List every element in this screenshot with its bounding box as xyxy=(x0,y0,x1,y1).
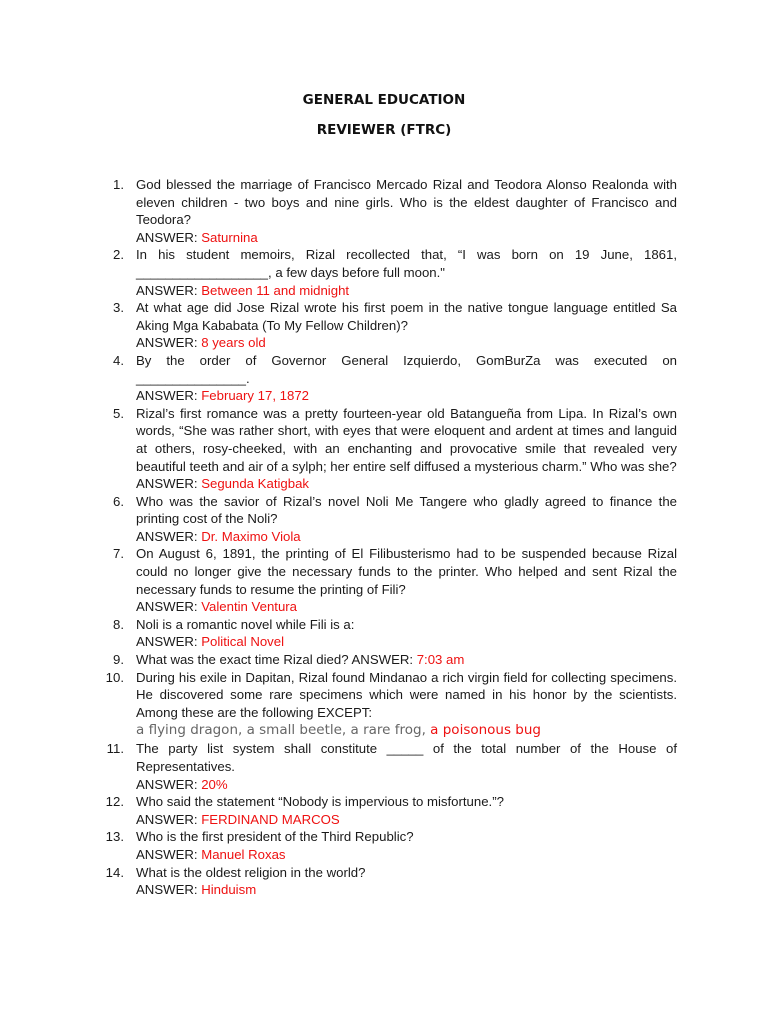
answer-line xyxy=(136,776,677,794)
answer-label: ANSWER: xyxy=(136,776,198,792)
question-text: In his student memoirs, Rizal recollected that, “I was born on 19 June, 1861, __________________, a few days before full moon." xyxy=(136,247,677,280)
answer-label: ANSWER: xyxy=(136,476,198,492)
question-number: 2. xyxy=(113,247,124,263)
question-item xyxy=(100,669,677,741)
answer-line xyxy=(136,881,677,899)
answer-line xyxy=(136,846,677,864)
question-number: 3. xyxy=(113,300,124,316)
answer-line xyxy=(136,229,677,247)
question-text: What is the oldest religion in the world? xyxy=(136,864,366,880)
answer-line xyxy=(136,811,677,829)
question-item xyxy=(100,740,677,793)
answer-line xyxy=(136,528,677,546)
question-list xyxy=(100,176,677,899)
question-text: The party list system shall constitute _____ of the total number of the House of Representatives. xyxy=(136,741,677,774)
answer-text: Segunda Katigbak xyxy=(201,476,310,492)
answer-label: ANSWER: xyxy=(136,335,198,351)
question-item xyxy=(100,616,677,651)
question-number: 4. xyxy=(113,352,124,368)
answer-label: ANSWER: xyxy=(136,229,198,245)
question-text: During his exile in Dapitan, Rizal found Mindanao a rich virgin field for collecting specimens. He discovered some rare specimens which were named in his honor by the scientists. Among these are the following EXCEPT: xyxy=(136,669,677,720)
answer-label: ANSWER: xyxy=(136,599,198,615)
answer-label: ANSWER: xyxy=(351,652,414,668)
question-text: Rizal’s first romance was a pretty fourteen-year old Batangueña from Lipa. In Rizal’s own words, “She was rather short, with eyes that were eloquent and ardent at times and languid at others, rosy-cheeked, with an enchanting and provocative smile that revealed very beautiful teeth and air of a sylph; her entire self diffused a mysterious charm.” Who was she? xyxy=(136,405,677,474)
question-text: On August 6, 1891, the printing of El Filibusterismo had to be suspended because Rizal could no longer give the necessary funds to the printer. Who helped and sent Rizal the necessary funds to resume the printing of Fili? xyxy=(136,546,677,597)
question-item xyxy=(100,352,677,405)
question-number: 11. xyxy=(106,741,124,757)
answer-line xyxy=(136,387,677,405)
document-title: GENERAL EDUCATION xyxy=(302,92,466,108)
answer-label: ANSWER: xyxy=(136,634,198,650)
question-number: 6. xyxy=(113,493,124,509)
question-text: God blessed the marriage of Francisco Mercado Rizal and Teodora Alonso Realonda with eleven children - two boys and nine girls. Who is the eldest daughter of Francisco and Teodora? xyxy=(136,177,677,228)
question-item xyxy=(100,864,677,899)
question-item xyxy=(100,651,677,669)
answer-text: February 17, 1872 xyxy=(201,388,309,404)
answer-text: a poisonous bug xyxy=(430,722,541,739)
question-number: 1. xyxy=(113,177,124,192)
answer-text: 8 years old xyxy=(201,335,266,351)
question-text: Who said the statement “Nobody is impervious to misfortune.”? xyxy=(136,794,504,810)
options-line xyxy=(136,721,677,740)
answer-line xyxy=(136,334,677,352)
question-text: Who was the savior of Rizal’s novel Noli Me Tangere who gladly agreed to finance the printing cost of the Noli? xyxy=(136,493,677,527)
answer-line xyxy=(136,633,677,651)
answer-label: ANSWER: xyxy=(136,388,198,404)
question-number: 13. xyxy=(105,829,124,845)
question-number: 8. xyxy=(113,616,124,632)
answer-text: Saturnina xyxy=(201,229,258,245)
answer-text: Hinduism xyxy=(201,882,257,898)
question-item xyxy=(100,793,677,828)
answer-line xyxy=(136,598,677,616)
answer-text: Between 11 and midnight xyxy=(201,282,350,298)
question-number: 12. xyxy=(105,794,124,810)
question-item xyxy=(100,299,677,352)
question-number: 5. xyxy=(113,405,124,421)
answer-line xyxy=(136,282,677,300)
question-text: By the order of Governor General Izquierdo, GomBurZa was executed on _______________. xyxy=(136,352,677,386)
answer-label: ANSWER: xyxy=(136,846,198,862)
answer-text: 7:03 am xyxy=(416,652,465,668)
answer-text: FERDINAND MARCOS xyxy=(201,811,340,827)
answer-line xyxy=(136,475,677,493)
question-item xyxy=(100,545,677,615)
question-item xyxy=(100,493,677,546)
answer-text: 20% xyxy=(201,776,228,792)
options-text: a flying dragon, a small beetle, a rare frog, xyxy=(136,722,426,739)
question-number: 14. xyxy=(105,864,124,880)
answer-label: ANSWER: xyxy=(136,528,198,544)
question-item xyxy=(100,405,677,493)
question-text: At what age did Jose Rizal wrote his first poem in the native tongue language entitled Sa Aking Mga Kababata (To My Fellow Children)? xyxy=(136,300,677,333)
question-number: 7. xyxy=(113,546,124,562)
question-text: What was the exact time Rizal died? xyxy=(136,652,349,668)
question-text: Who is the first president of the Third Republic? xyxy=(136,829,414,845)
question-number: 10. xyxy=(105,669,124,685)
answer-text: Dr. Maximo Viola xyxy=(201,528,301,544)
answer-text: Valentin Ventura xyxy=(201,599,298,615)
answer-text: Manuel Roxas xyxy=(201,846,286,862)
answer-label: ANSWER: xyxy=(136,811,198,827)
question-item xyxy=(100,246,677,299)
question-text: Noli is a romantic novel while Fili is a: xyxy=(136,616,355,632)
answer-text: Political Novel xyxy=(201,634,285,650)
answer-label: ANSWER: xyxy=(136,882,198,898)
answer-label: ANSWER: xyxy=(136,282,198,298)
question-item xyxy=(100,828,677,863)
question-item xyxy=(100,176,677,246)
question-line xyxy=(136,651,677,669)
document-subtitle: REVIEWER (FTRC) xyxy=(316,122,452,138)
question-number: 9. xyxy=(113,652,124,668)
